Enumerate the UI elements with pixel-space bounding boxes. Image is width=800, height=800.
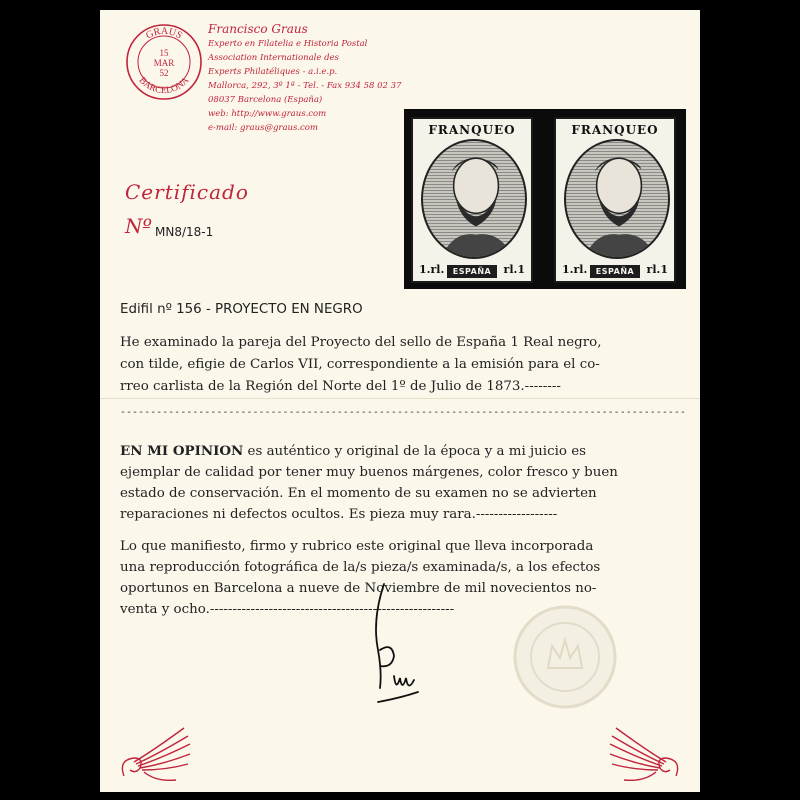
seal-year: 52 <box>159 68 169 78</box>
header-line: web: http://www.graus.com <box>208 109 327 119</box>
certificate-number-label: Nº <box>125 214 152 238</box>
certificate-title: Certificado <box>125 180 249 204</box>
certificate-number: MN8/18-1 <box>155 225 214 239</box>
stamp <box>554 117 676 283</box>
closing-line: oportunos en Barcelona a nueve de Noviembre de mil novecientos no- <box>120 581 597 596</box>
seal-day: 15 <box>159 48 169 58</box>
stamp-top-label: FRANQUEO <box>428 123 516 137</box>
ornament-right-icon <box>606 720 686 786</box>
seal-top-text: GRAUS <box>144 25 184 42</box>
header-line: Mallorca, 292, 3º 1ª - Tel. - Fax 934 58 02 37 <box>208 81 402 91</box>
opinion-lead: EN MI OPINION <box>120 443 244 459</box>
header-line: Experts Philatéliques - a.i.e.p. <box>208 67 338 77</box>
stamp-pair-photo <box>404 109 686 289</box>
closing-line: venta y ocho.------------------------------------------------------ <box>120 602 455 617</box>
portrait-icon <box>564 139 670 259</box>
stamp-value-right: rl.1 <box>503 263 525 276</box>
header-line: e-mail: graus@graus.com <box>208 123 318 133</box>
ornament-left-icon <box>114 720 194 786</box>
stamp-value-left: 1.rl. <box>419 263 445 276</box>
separator-dashes: ---------------------------------------------------------------------------------------------- <box>120 407 686 418</box>
opinion-line <box>120 443 586 459</box>
description-line: rreo carlista de la Región del Norte del 1º de Julio de 1873.-------- <box>120 379 561 394</box>
description-line: He examinado la pareja del Proyecto del sello de España 1 Real negro, <box>120 335 602 350</box>
stamp-country: ESPAÑA <box>590 265 640 278</box>
fold-line <box>100 398 700 399</box>
catalog-reference: Edifil nº 156 - PROYECTO EN NEGRO <box>120 302 363 317</box>
expert-name: Francisco Graus <box>208 22 308 36</box>
stamp-value-band <box>556 258 674 278</box>
stamp-value-left: 1.rl. <box>562 263 588 276</box>
opinion-line: reparaciones ni defectos ocultos. Es pieza muy rara.------------------ <box>120 507 558 522</box>
header-line: Association Internationale des <box>208 53 339 63</box>
stamp-value-right: rl.1 <box>646 263 668 276</box>
stamp-top-label: FRANQUEO <box>571 123 659 137</box>
signature-icon <box>370 580 430 720</box>
stamp <box>411 117 533 283</box>
stamp-value-band <box>413 258 531 278</box>
embossed-seal-icon <box>510 602 620 712</box>
opinion-line: estado de conservación. En el momento de su examen no se advierten <box>120 486 597 501</box>
header-line: Experto en Filatelia e Historia Postal <box>208 39 368 49</box>
header-line: 08037 Barcelona (España) <box>208 95 323 105</box>
closing-line: Lo que manifiesto, firmo y rubrico este original que lleva incorporada <box>120 539 594 554</box>
seal-bottom-text: BARCELONA <box>136 75 192 97</box>
opinion-line: ejemplar de calidad por tener muy buenos márgenes, color fresco y buen <box>120 465 618 480</box>
closing-line: una reproducción fotográfica de la/s pieza/s examinada/s, a los efectos <box>120 560 601 575</box>
certificate-document <box>100 10 700 792</box>
stamp-country: ESPAÑA <box>447 265 497 278</box>
seal-month: MAR <box>153 58 175 68</box>
opinion-text: es auténtico y original de la época y a mi juicio es <box>243 444 586 459</box>
graus-seal-icon <box>124 22 204 102</box>
portrait-icon <box>421 139 527 259</box>
description-line: con tilde, efigie de Carlos VII, correspondiente a la emisión para el co- <box>120 357 600 372</box>
